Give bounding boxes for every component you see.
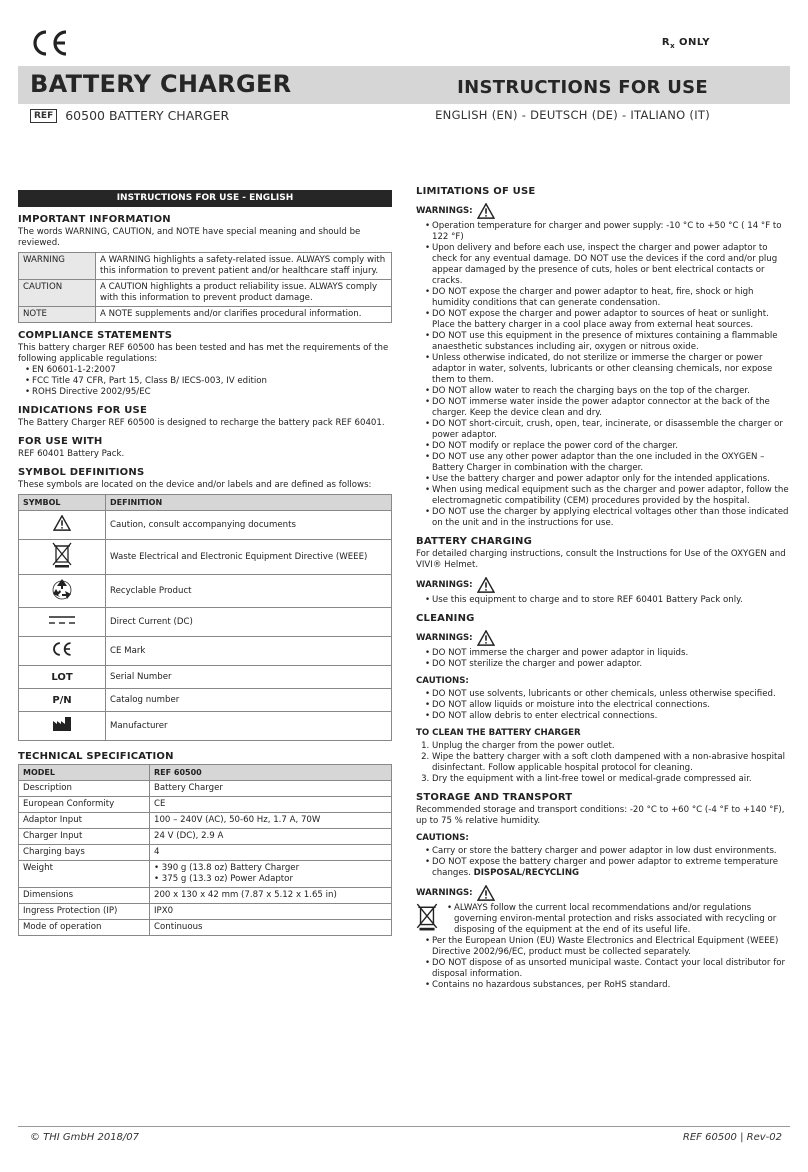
list-item: • DO NOT dispose of as unsorted municipal waste. Contact your local distributor for disposal information. xyxy=(432,958,790,980)
list-item: • DO NOT expose the charger and power adaptor to sources of heat or sunlight. Place the battery charger in a cool place away from external heat sources. xyxy=(432,309,790,331)
table-row xyxy=(19,689,392,712)
weight-charger: • 390 g (13.8 oz) Battery Charger xyxy=(154,863,300,873)
list-item: • Carry or store the battery charger and power adaptor in low dust environments. xyxy=(432,846,790,857)
ce-mark-icon xyxy=(30,28,70,58)
table-row xyxy=(19,904,392,920)
direct-current-icon xyxy=(49,615,75,625)
spec-key: Weight xyxy=(19,861,150,888)
col-ref: REF 60500 xyxy=(150,765,392,781)
list-item: • DO NOT immerse water inside the power adaptor connector at the back of the charger. Keep the device clean and dry. xyxy=(432,397,790,419)
text-cell: A CAUTION highlights a product reliability issue. ALWAYS comply with this information to prevent product damage. xyxy=(96,280,392,307)
limitations-list xyxy=(416,221,790,529)
warnings-label: WARNINGS: xyxy=(416,630,790,646)
important-heading: IMPORTANT INFORMATION xyxy=(18,214,171,225)
weight-adaptor: • 375 g (13.3 oz) Power Adaptor xyxy=(154,874,293,884)
spec-key: Charging bays xyxy=(19,845,150,861)
spec-key: Dimensions xyxy=(19,888,150,904)
table-row xyxy=(19,307,392,323)
tech-heading: TECHNICAL SPECIFICATION xyxy=(18,751,174,762)
spec-value: Battery Charger xyxy=(150,781,392,797)
weee-bin-icon xyxy=(52,542,72,568)
pn-symbol: P/N xyxy=(19,689,106,712)
warnings-label: WARNINGS: xyxy=(416,885,790,901)
limitations-heading: LIMITATIONS OF USE xyxy=(416,186,536,197)
list-item: • Unless otherwise indicated, do not sterilize or immerse the charger or power adaptor in water, solvents, lubricants or other cleansing chemicals, nor expose them to them. xyxy=(432,353,790,386)
definition-cell: Catalog number xyxy=(106,689,392,712)
spec-value: CE xyxy=(150,797,392,813)
indications-text: The Battery Charger REF 60500 is designed to recharge the battery pack REF 60401. xyxy=(18,418,385,428)
for-use-with-text: REF 60401 Battery Pack. xyxy=(18,449,125,459)
spec-key: Mode of operation xyxy=(19,920,150,936)
table-row xyxy=(19,575,392,608)
to-clean-label: TO CLEAN THE BATTERY CHARGER xyxy=(416,728,581,738)
tech-table xyxy=(18,764,392,936)
list-item: • DO NOT sterilize the charger and power adaptor. xyxy=(432,659,790,670)
spec-key: Ingress Protection (IP) xyxy=(19,904,150,920)
table-row xyxy=(19,253,392,280)
col-symbol: SYMBOL xyxy=(19,495,106,511)
compliance-heading: COMPLIANCE STATEMENTS xyxy=(18,330,173,341)
warning-triangle-icon xyxy=(477,577,495,593)
definition-cell: Direct Current (DC) xyxy=(106,608,392,637)
table-row xyxy=(19,920,392,936)
table-row xyxy=(19,888,392,904)
warning-triangle-icon xyxy=(477,885,495,901)
list-item: • ROHS Directive 2002/95/EC xyxy=(32,387,392,398)
for-use-with-heading: FOR USE WITH xyxy=(18,436,103,447)
compliance-list xyxy=(18,365,392,398)
rx-only-label: $R_x$ ONLY xyxy=(661,37,710,50)
list-item: • Use the battery charger and power adaptor only for the intended applications. xyxy=(432,474,790,485)
warning-triangle-icon xyxy=(477,203,495,219)
disposal-block xyxy=(416,903,790,936)
list-item: • Per the European Union (EU) Waste Electronics and Electrical Equipment (WEEE) Directive 2002/96/EC, product must be collected separately. xyxy=(432,936,790,958)
warnings-label: WARNINGS: xyxy=(416,203,790,219)
spec-value: IPX0 xyxy=(150,904,392,920)
list-item: • DO NOT expose the battery charger and power adaptor to extreme temperature changes. DISPOSAL/RECYCLING xyxy=(432,857,790,879)
warning-triangle-icon xyxy=(477,630,495,646)
definition-cell: Caution, consult accompanying documents xyxy=(106,511,392,540)
caution-triangle-icon xyxy=(53,515,71,531)
text-cell: A WARNING highlights a safety-related issue. ALWAYS comply with this information to prevent patient and/or healthcare staff injury. xyxy=(96,253,392,280)
title-banner xyxy=(18,66,790,104)
list-item: • DO NOT use solvents, lubricants or other chemicals, unless otherwise specified. xyxy=(432,689,790,700)
table-row xyxy=(19,781,392,797)
symbols-table xyxy=(18,494,392,741)
footer-reference: REF 60500 | Rev-02 xyxy=(682,1132,782,1143)
section-title-english: INSTRUCTIONS FOR USE - ENGLISH xyxy=(18,190,392,207)
cleaning-cautions-list xyxy=(416,689,790,722)
cleaning-steps xyxy=(416,741,790,785)
list-item: • When using medical equipment such as the charger and power adaptor, follow the electromagnetic compatibility (CEM) procedures provided by the hospital. xyxy=(432,485,790,507)
list-item: • Operation temperature for charger and power supply: -10 °C to +50 °C ( 14 °F to 122 °F) xyxy=(432,221,790,243)
term-cell: NOTE xyxy=(19,307,96,323)
ref-box: REF xyxy=(30,109,57,123)
table-row xyxy=(19,608,392,637)
col-definition: DEFINITION xyxy=(106,495,392,511)
table-row xyxy=(19,637,392,666)
list-item: 3. Dry the equipment with a lint-free towel or medical-grade compressed air. xyxy=(432,774,790,785)
spec-value: 200 x 130 x 42 mm (7.87 x 5.12 x 1.65 in) xyxy=(150,888,392,904)
table-row xyxy=(19,712,392,741)
manufacturer-icon xyxy=(52,716,72,732)
table-row xyxy=(19,845,392,861)
footer-divider xyxy=(18,1126,790,1127)
lot-symbol: LOT xyxy=(19,666,106,689)
list-item: • DO NOT expose the charger and power adaptor to heat, fire, shock or high humidity conditions that can generate condensation. xyxy=(432,287,790,309)
term-cell: CAUTION xyxy=(19,280,96,307)
list-item: 2. Wipe the battery charger with a soft cloth dampened with a non-abrasive hospital disinfectant. Follow applicable hospital protocol for cleaning. xyxy=(432,752,790,774)
list-item: • DO NOT allow liquids or moisture into the electrical connections. xyxy=(432,700,790,711)
list-item: • Use this equipment to charge and to store REF 60401 Battery Pack only. xyxy=(432,595,790,606)
storage-cautions-list xyxy=(416,846,790,879)
warnings-label: WARNINGS: xyxy=(416,577,790,593)
indications-heading: INDICATIONS FOR USE xyxy=(18,405,147,416)
list-item: • DO NOT use this equipment in the presence of mixtures containing a flammable anaesthetic substances including air, oxygen or nitrous oxide. xyxy=(432,331,790,353)
list-item: • FCC Title 47 CFR, Part 15, Class B/ IECS-003, IV edition xyxy=(32,376,392,387)
table-row xyxy=(19,280,392,307)
document-subtitle: INSTRUCTIONS FOR USE xyxy=(457,77,708,98)
spec-value: 100 – 240V (AC), 50-60 Hz, 1.7 A, 70W xyxy=(150,813,392,829)
charging-list xyxy=(416,595,790,606)
important-table xyxy=(18,252,392,323)
storage-heading: STORAGE AND TRANSPORT xyxy=(416,792,573,803)
list-item: • DO NOT short-circuit, crush, open, tear, incinerate, or disassemble the charger or power adaptor. xyxy=(432,419,790,441)
cautions-label: CAUTIONS: xyxy=(416,676,469,686)
disposal-list xyxy=(416,936,790,991)
table-row xyxy=(19,813,392,829)
product-ref-line xyxy=(30,108,229,123)
spec-value: Continuous xyxy=(150,920,392,936)
list-item: • EN 60601-1-2:2007 xyxy=(32,365,392,376)
table-row xyxy=(19,540,392,575)
table-row xyxy=(19,797,392,813)
term-cell: WARNING xyxy=(19,253,96,280)
col-model: MODEL xyxy=(19,765,150,781)
list-item: • Upon delivery and before each use, inspect the charger and power adaptor to check for any eventual damage. DO NOT use the devices if the cord and/or plug appear damaged by the presence of cuts, holes or bent electrical contacts or cracks. xyxy=(432,243,790,287)
table-row xyxy=(19,829,392,845)
definition-cell: Waste Electrical and Electronic Equipment Directive (WEEE) xyxy=(106,540,392,575)
charging-text: For detailed charging instructions, consult the Instructions for Use of the OXYGEN and VIVI® Helmet. xyxy=(416,549,786,570)
spec-key: Adaptor Input xyxy=(19,813,150,829)
cleaning-warnings-list xyxy=(416,648,790,670)
spec-key: European Conformity xyxy=(19,797,150,813)
definition-cell: Serial Number xyxy=(106,666,392,689)
compliance-intro: This battery charger REF 60500 has been tested and has met the requirements of the following applicable regulations: xyxy=(18,343,389,364)
spec-key: Charger Input xyxy=(19,829,150,845)
cleaning-heading: CLEANING xyxy=(416,613,475,624)
list-item: • DO NOT modify or replace the power cord of the charger. xyxy=(432,441,790,452)
important-intro: The words WARNING, CAUTION, and NOTE have special meaning and should be reviewed. xyxy=(18,227,361,248)
definition-cell: Recyclable Product xyxy=(106,575,392,608)
list-item: • DO NOT immerse the charger and power adaptor in liquids. xyxy=(432,648,790,659)
list-item: 1. Unplug the charger from the power outlet. xyxy=(432,741,790,752)
disposal-label: DISPOSAL/RECYCLING xyxy=(473,868,580,878)
symbols-intro: These symbols are located on the device and/or labels and are defined as follows: xyxy=(18,480,372,490)
table-row xyxy=(19,861,392,888)
document-title: BATTERY CHARGER xyxy=(30,70,292,98)
spec-value: 4 xyxy=(150,845,392,861)
weee-bin-icon xyxy=(416,903,438,931)
table-row xyxy=(19,666,392,689)
definition-cell: Manufacturer xyxy=(106,712,392,741)
languages-line: ENGLISH (EN) - DEUTSCH (DE) - ITALIANO (IT) xyxy=(435,108,710,122)
footer-copyright: © THI GmbH 2018/07 xyxy=(30,1132,140,1143)
definition-cell: CE Mark xyxy=(106,637,392,666)
symbols-heading: SYMBOL DEFINITIONS xyxy=(18,467,145,478)
right-column xyxy=(416,186,790,991)
table-row xyxy=(19,511,392,540)
spec-value xyxy=(150,861,392,888)
cautions-label: CAUTIONS: xyxy=(416,833,469,843)
list-item: • DO NOT allow water to reach the charging bays on the top of the charger. xyxy=(432,386,790,397)
charging-heading: BATTERY CHARGING xyxy=(416,536,533,547)
list-item: • Contains no hazardous substances, per RoHS standard. xyxy=(432,980,790,991)
list-item: • DO NOT use any other power adaptor than the one included in the OXYGEN – Battery Charger in combination with the charger. xyxy=(432,452,790,474)
left-column xyxy=(18,190,392,936)
recycle-icon xyxy=(50,577,74,601)
storage-text: Recommended storage and transport conditions: -20 °C to +60 °C (-4 °F to +140 °F), up to 75 % relative humidity. xyxy=(416,805,785,826)
list-item: • DO NOT allow debris to enter electrical connections. xyxy=(432,711,790,722)
spec-key: Description xyxy=(19,781,150,797)
disposal-list-first xyxy=(444,903,790,936)
spec-value: 24 V (DC), 2.9 A xyxy=(150,829,392,845)
list-item: • DO NOT use the charger by applying electrical voltages other than those indicated on the unit and in the instructions for use. xyxy=(432,507,790,529)
list-item: • ALWAYS follow the current local recommendations and/or regulations governing environ-mental protection and risks associated with recycling or disposing of the equipment at the end of its useful life. xyxy=(454,903,790,936)
text-cell: A NOTE supplements and/or clarifies procedural information. xyxy=(96,307,392,323)
product-name: 60500 BATTERY CHARGER xyxy=(65,108,230,123)
ce-mark-icon xyxy=(50,641,74,657)
